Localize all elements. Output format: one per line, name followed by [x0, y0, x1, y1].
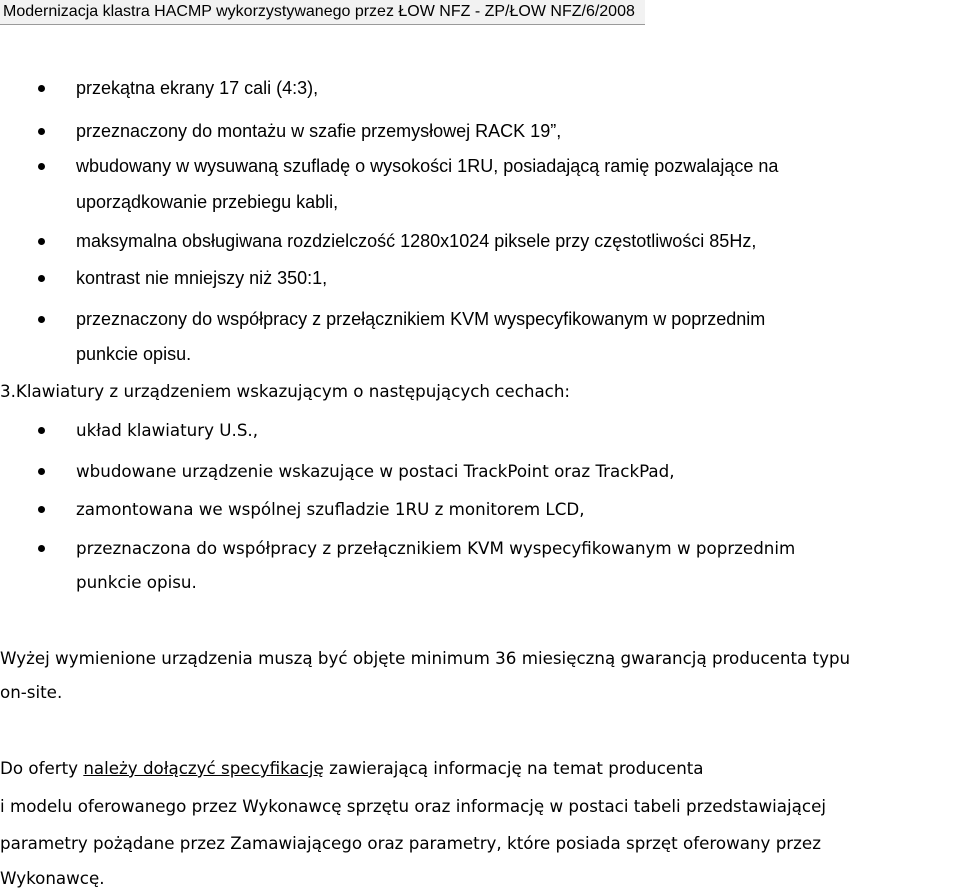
offer-underlined-text: należy dołączyć specyfikację — [83, 758, 324, 778]
bullet-icon — [38, 427, 45, 434]
offer-line1-rest: zawierającą informację na temat producenta — [323, 758, 704, 778]
section-heading: 3.Klawiatury z urządzeniem wskazującym o następujących cechach: — [0, 381, 571, 401]
list-item: zamontowana we wspólnej szufladzie 1RU z monitorem LCD, — [76, 499, 585, 519]
list-item-continuation: uporządkowanie przebiegu kabli, — [76, 192, 339, 212]
paragraph-line: Wykonawcę. — [0, 868, 105, 888]
header-title: Modernizacja klastra HACMP wykorzystywanego przez ŁOW NFZ - ZP/ŁOW NFZ/6/2008 — [3, 3, 635, 20]
bullet-icon — [38, 545, 45, 552]
paragraph-line — [0, 757, 704, 779]
bullet-icon — [38, 163, 45, 170]
bullet-icon — [38, 128, 45, 135]
bullet-icon — [38, 506, 45, 513]
paragraph-line: parametry pożądane przez Zamawiającego oraz parametry, które posiada sprzęt oferowany przez — [0, 833, 821, 853]
list-item-continuation: punkcie opisu. — [76, 572, 197, 592]
page-header — [0, 0, 645, 25]
bullet-icon — [38, 275, 45, 282]
list-item: kontrast nie mniejszy niż 350:1, — [76, 268, 328, 288]
bullet-icon — [38, 316, 45, 323]
list-item-continuation: punkcie opisu. — [76, 344, 192, 364]
bullet-icon — [38, 468, 45, 475]
list-item: przeznaczona do współpracy z przełącznikiem KVM wyspecyfikowanym w poprzednim — [76, 538, 796, 558]
list-item: maksymalna obsługiwana rozdzielczość 1280x1024 piksele przy częstotliwości 85Hz, — [76, 231, 757, 251]
paragraph-line: on-site. — [0, 682, 63, 702]
list-item: układ klawiatury U.S., — [76, 420, 259, 440]
paragraph-line: i modelu oferowanego przez Wykonawcę sprzętu oraz informację w postaci tabeli przedstawiającej — [0, 796, 826, 816]
bullet-icon — [38, 85, 45, 92]
list-item: wbudowane urządzenie wskazujące w postaci TrackPoint oraz TrackPad, — [76, 461, 675, 481]
list-item: wbudowany w wysuwaną szufladę o wysokości 1RU, posiadającą ramię pozwalające na — [76, 156, 779, 176]
list-item: przekątna ekrany 17 cali (4:3), — [76, 78, 319, 98]
bullet-icon — [38, 238, 45, 245]
list-item: przeznaczony do współpracy z przełącznikiem KVM wyspecyfikowanym w poprzednim — [76, 309, 766, 329]
list-item: przeznaczony do montażu w szafie przemysłowej RACK 19”, — [76, 121, 562, 141]
paragraph-line: Wyżej wymienione urządzenia muszą być objęte minimum 36 miesięczną gwarancją producenta typu — [0, 648, 851, 668]
offer-prefix: Do oferty — [0, 758, 84, 778]
